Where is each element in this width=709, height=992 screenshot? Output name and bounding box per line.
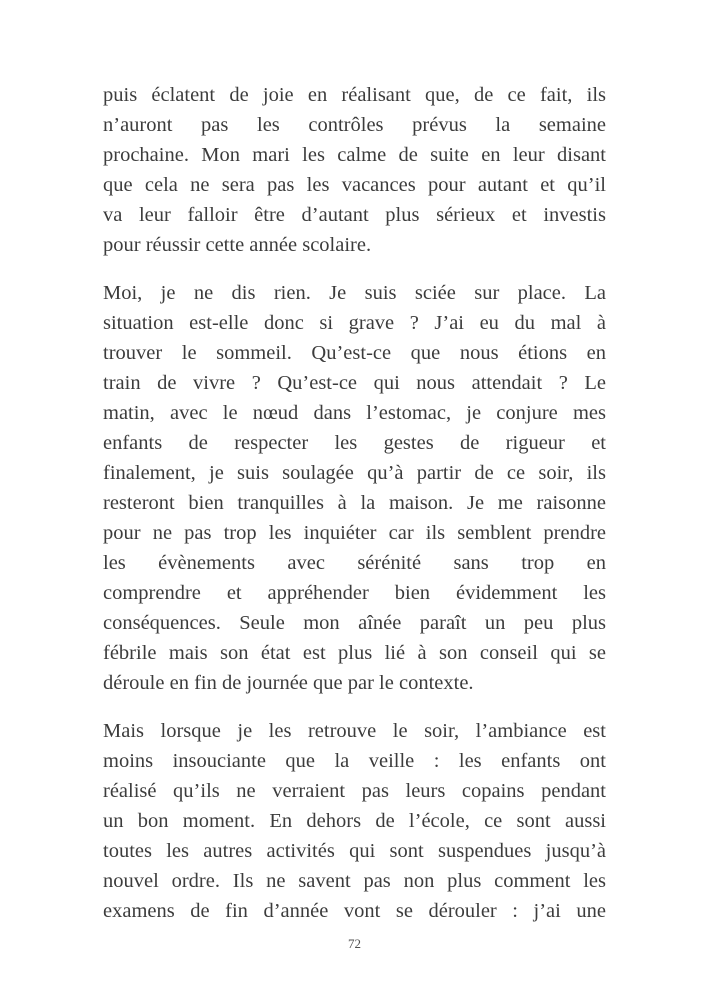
text-line: que cela ne sera pas les vacances pour autant et qu’il xyxy=(103,174,606,196)
paragraph xyxy=(103,716,606,926)
paragraph xyxy=(103,80,606,260)
text-line: pour réussir cette année scolaire. xyxy=(103,234,372,256)
text-line: finalement, je suis soulagée qu’à partir de ce soir, ils xyxy=(103,462,606,484)
text-line: enfants de respecter les gestes de rigueur et xyxy=(103,432,606,454)
text-line: pour ne pas trop les inquiéter car ils semblent prendre xyxy=(103,522,606,544)
text-line: n’auront pas les contrôles prévus la semaine xyxy=(103,114,606,136)
text-line: toutes les autres activités qui sont suspendues jusqu’à xyxy=(103,840,606,862)
page-number: 72 xyxy=(348,936,361,951)
text-line: examens de fin d’année vont se dérouler : j’ai une xyxy=(103,900,606,922)
text-line: comprendre et appréhender bien évidemment les xyxy=(103,582,606,604)
text-line: les évènements avec sérénité sans trop en xyxy=(103,552,606,574)
text-line: matin, avec le nœud dans l’estomac, je conjure mes xyxy=(103,402,606,424)
text-line: Mais lorsque je les retrouve le soir, l’ambiance est xyxy=(103,720,606,742)
text-line: Moi, je ne dis rien. Je suis sciée sur place. La xyxy=(103,282,606,304)
text-line: un bon moment. En dehors de l’école, ce sont aussi xyxy=(103,810,606,832)
text-line: conséquences. Seule mon aînée paraît un peu plus xyxy=(103,612,606,634)
text-block xyxy=(103,80,606,944)
text-line: trouver le sommeil. Qu’est-ce que nous étions en xyxy=(103,342,606,364)
text-line: train de vivre ? Qu’est-ce qui nous attendait ? Le xyxy=(103,372,606,394)
text-line: puis éclatent de joie en réalisant que, de ce fait, ils xyxy=(103,84,606,106)
text-line: nouvel ordre. Ils ne savent pas non plus comment les xyxy=(103,870,606,892)
text-line: situation est-elle donc si grave ? J’ai eu du mal à xyxy=(103,312,606,334)
text-line: déroule en fin de journée que par le contexte. xyxy=(103,672,474,694)
text-line: va leur falloir être d’autant plus sérieux et investis xyxy=(103,204,606,226)
text-line: moins insouciante que la veille : les enfants ont xyxy=(103,750,606,772)
text-line: prochaine. Mon mari les calme de suite en leur disant xyxy=(103,144,606,166)
text-line: fébrile mais son état est plus lié à son conseil qui se xyxy=(103,642,606,664)
text-line: réalisé qu’ils ne verraient pas leurs copains pendant xyxy=(103,780,606,802)
text-line: resteront bien tranquilles à la maison. Je me raisonne xyxy=(103,492,606,514)
paragraph xyxy=(103,278,606,698)
